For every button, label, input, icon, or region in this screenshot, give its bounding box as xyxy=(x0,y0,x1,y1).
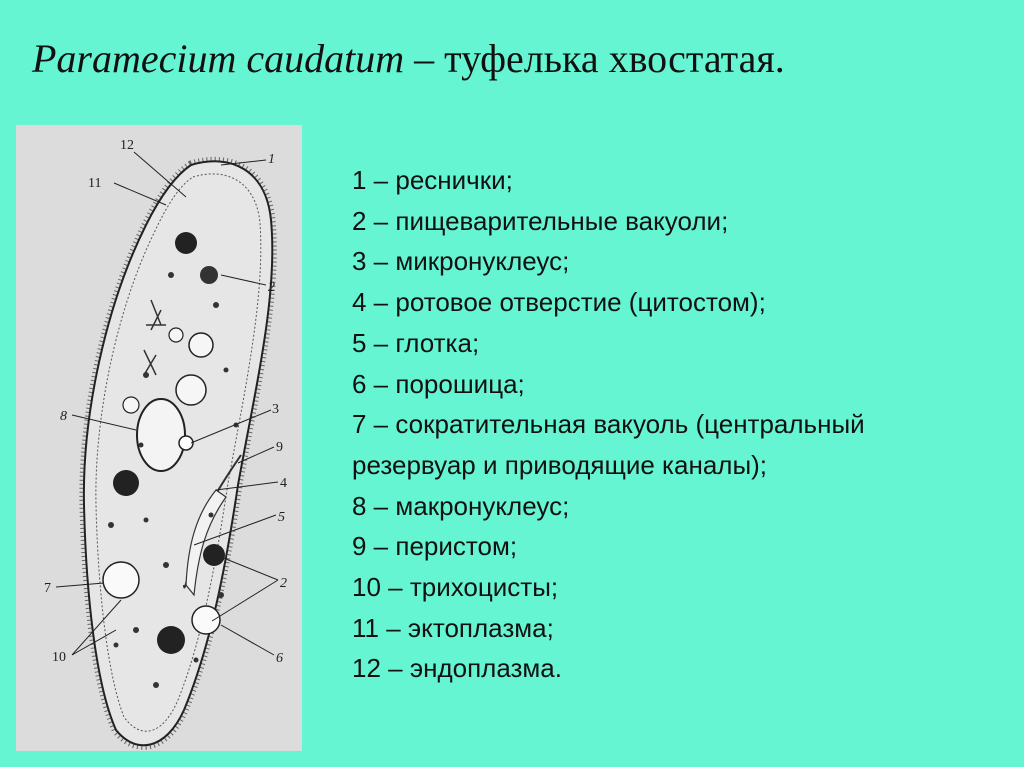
title-russian-name: – туфелька хвостатая. xyxy=(404,36,785,81)
paramecium-diagram xyxy=(16,125,302,751)
legend-item: 10 – трихоцисты; xyxy=(352,572,559,603)
legend-item: 2 – пищеварительные вакуоли; xyxy=(352,205,729,236)
food-vacuole xyxy=(203,544,225,566)
legend-item: 1 – реснички; xyxy=(352,165,513,195)
legend-list xyxy=(352,160,1012,689)
micronucleus xyxy=(179,436,193,450)
label-12: 12 xyxy=(120,138,134,153)
label-9: 9 xyxy=(276,440,283,455)
label-2-lower: 2 xyxy=(280,576,287,591)
legend-item: 3 – микронуклеус; xyxy=(352,246,570,277)
slide-title xyxy=(32,34,1012,84)
label-1: 1 xyxy=(268,152,275,167)
title-latin-name: Paramecium caudatum xyxy=(32,36,405,81)
food-vacuole xyxy=(175,232,197,254)
food-vacuole-light xyxy=(176,375,206,405)
legend-item: 4 – ротовое отверстие (цитостом); xyxy=(352,287,766,318)
macronucleus xyxy=(137,399,185,471)
food-vacuole xyxy=(113,470,139,496)
legend-item: 11 – эктоплазма; xyxy=(352,612,554,643)
label-8: 8 xyxy=(60,409,67,424)
paramecium-drawing xyxy=(16,125,302,751)
legend-item: 12 – эндоплазма. xyxy=(352,653,562,684)
label-5: 5 xyxy=(278,510,285,525)
cytoproct-vacuole xyxy=(192,606,220,634)
legend-item: 6 – порошица; xyxy=(352,368,525,399)
label-10: 10 xyxy=(52,650,66,665)
label-7: 7 xyxy=(44,581,51,596)
legend-item: 9 – перистом; xyxy=(352,531,518,562)
label-6: 6 xyxy=(276,651,283,666)
food-vacuole xyxy=(157,626,185,654)
legend-item: 7 – сократительная вакуоль (центральный xyxy=(352,409,865,440)
food-vacuole-light xyxy=(123,397,139,413)
label-2-upper: 2 xyxy=(268,280,275,295)
legend-item: 5 – глотка; xyxy=(352,327,480,358)
legend-item: 8 – макронуклеус; xyxy=(352,490,570,521)
food-vacuole-light xyxy=(189,333,213,357)
label-4: 4 xyxy=(280,476,287,491)
food-vacuole-light xyxy=(169,328,183,342)
label-11: 11 xyxy=(88,176,102,191)
label-3: 3 xyxy=(272,402,279,417)
legend-item: резервуар и приводящие каналы); xyxy=(352,449,768,480)
food-vacuole xyxy=(200,266,218,284)
contractile-vacuole-lower xyxy=(103,562,139,598)
